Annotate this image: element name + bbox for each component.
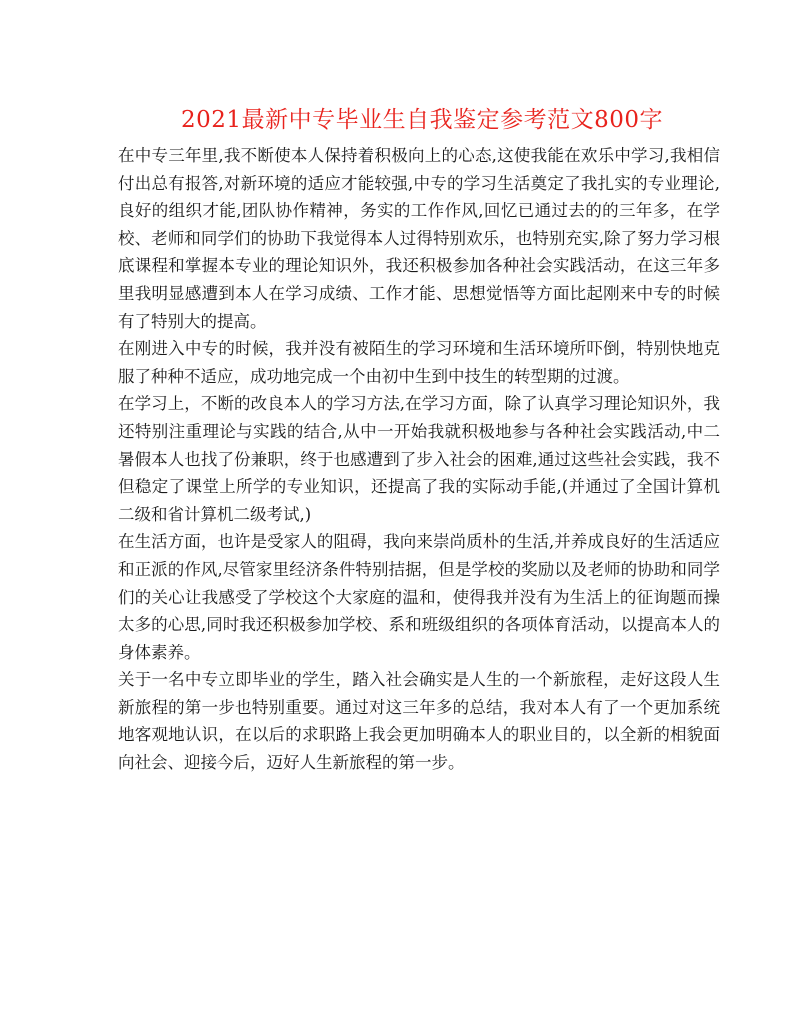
document-body — [118, 142, 720, 777]
paragraph-1: 在中专三年里,我不断使本人保持着积极向上的心态,这使我能在欢乐中学习,我相信付出总有报答,对新环境的适应才能较强,中专的学习生活奠定了我扎实的专业理论,良好的组织才能,团队协作精神，务实的工作作风,回忆已通过去的的三年多，在学校、老师和同学们的协助下我觉得本人过得特别欢乐，也特别充实,除了努力学习根底课程和掌握本专业的理论知识外，我还积极参加各种社会实践活动，在这三年多里我明显感遭到本人在学习成绩、工作才能、思想觉悟等方面比起刚来中专的时候有了特别大的提高。 — [118, 146, 720, 331]
paragraph-5: 关于一名中专立即毕业的学生，踏入社会确实是人生的一个新旅程，走好这段人生新旅程的第一步也特别重要。通过对这三年多的总结，我对本人有了一个更加系统地客观地认识，在以后的求职路上我会更加明确本人的职业目的，以全新的相貌面向社会、迎接今后，迈好人生新旅程的第一步。 — [118, 670, 720, 773]
document-title: 2021最新中专毕业生自我鉴定参考范文800字 — [181, 107, 663, 133]
paragraph-4: 在生活方面，也许是受家人的阻碍，我向来崇尚质朴的生活,并养成良好的生活适应和正派的作风,尽管家里经济条件特别拮据，但是学校的奖励以及老师的协助和同学们的关心让我感受了学校这个大家庭的温和，使得我并没有为生活上的征询题而操太多的心思,同时我还积极参加学校、系和班级组织的各项体育活动，以提高本人的身体素养。 — [118, 532, 720, 662]
paragraph-3: 在学习上，不断的改良本人的学习方法,在学习方面，除了认真学习理论知识外，我还特别注重理论与实践的结合,从中一开始我就积极地参与各种社会实践活动,中二暑假本人也找了份兼职，终于也感遭到了步入社会的困难,通过这些社会实践，我不但稳定了课堂上所学的专业知识，还提高了我的实际动手能,(并通过了全国计算机二级和省计算机二级考试,) — [118, 394, 720, 524]
paragraph-2: 在刚进入中专的时候，我并没有被陌生的学习环境和生活环境所吓倒，特别快地克服了种种不适应，成功地完成一个由初中生到中技生的转型期的过渡。 — [118, 339, 720, 386]
